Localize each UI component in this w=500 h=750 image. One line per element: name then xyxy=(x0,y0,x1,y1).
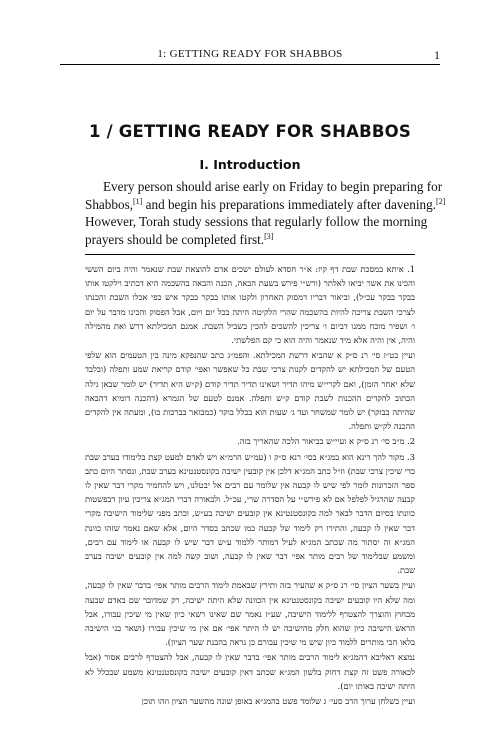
intro-line: Every person should arise early on Friday to begin preparing for xyxy=(103,179,443,194)
footnote-ref-2[interactable]: [2] xyxy=(436,196,446,206)
intro-line xyxy=(85,196,446,214)
footnote-paragraph: ועיין בשלחן ערוך הרב סעי׳ ג שלומד פשט בהמג״א באופן שונה מהשער הציון וזהו תוכן xyxy=(141,696,415,707)
running-title: 1: GETTING READY FOR SHABBOS xyxy=(157,48,343,60)
footnote-paragraph: 1. איתא במסכת שבת דף קיז: א״ר חסדא לעולם ישכים אדם להוצאת שבת שנאמר והיה ביום הששי והכינו את אשר יביאו לאלתר (ורש״י פירש בשעת הבאה, הכנה והבאה בהשכמה היא דכתיב וילקטו אותו בבקר בבקר עכ״ל), וביאור דבריו דמסוק האחרון ולקטו אותו בבקר בבקר איש כפי אכלו השבת והכנתו לצרכי השבת צריכה להיות בהשכמה שהרי הלקיטה היתה בכל יום ויום, אבל הפסוק והכינו מדבר על יום ו׳ ושפיר מוכח ממנו דביום ו׳ צריכין להשכים להכין בשביל השבת. אמנם המכילתא דרש ואת מהמילה והיה, אין והיה אלא מיד שנאמר והיה הוא כי קם הפלשתי. xyxy=(85,264,415,346)
footnotes-section xyxy=(85,262,415,708)
intro-text: and begin his preparations immediately after davening. xyxy=(142,196,437,212)
footnote-paragraph: ועיין בט״ז סי׳ רנ ס״ק א שהביא דרשת המכילתא. והפמ״ג כתב שהנפקא מינה בין הטעמים הוא שלפי הטעם של המכילתא יש להקדים לקנות צרכי שבת כל שאפשר ואפי׳ קודם קריאת שמע ותפלה (ובלבד שלא יאחר הזמן), ואם לקרי״ש מיהו תדיר ושאינו תדיר תדיר קודם (ק״ש היא תדיר) יש לומר שבאן גילה הכתוב להקדים ההכנות לשבת קודם ק״ש ותפלה. אמנם לטעם של הגמרא (דהכנה דומיא דהבאה שהיתה בבוקר) יש לומר שמשחר ועד ג׳ שעות הוא בכלל בוקר (כמבואר בברכות כו), ומעתה אין להקדים ההכנה לק״ש ותפלה. xyxy=(85,350,415,432)
introduction-paragraph xyxy=(85,178,446,248)
footnote-ref-1[interactable]: [1] xyxy=(133,196,143,206)
footnote-paragraph: 2. מ״ב סי׳ רנ ס״ק א ועיי״ש בביאור הלכה שהאריך בזה. xyxy=(237,436,415,447)
footnote-paragraph: ועיין בשער הציון סי׳ רנ ס״ק א שהעיר בזה ותירץ שבאמת לימוד הרבים מותר אפי׳ בדבר שאין לו קבעה, ומה שלא היו קובעים ישיבה בקונסטנטינא אין הכוונה שלא היתה ישיבה, רק שמדובר שם באדם שבעה מבחוץ והוצרך להצטרף ללימוד הישיבה, שע״ז נאמר שם שאינו רשאי כיון שאין מי שיכין עבורו, אבל הראש הישיבה כיון שהוא חלק מהישיבה יש לו היתר אפי׳ אם אין מי שיכין עבורו (ושאר בני הישיבה בלאו הכי מותרים ללמוד כיון שיש מי שיכין עבורם כן נראה בהבנת שער הציון). xyxy=(85,580,415,648)
page-number: 1 xyxy=(434,48,440,62)
footnote-ref-3[interactable]: [3] xyxy=(264,231,274,241)
chapter-title: 1 / GETTING READY FOR SHABBOS xyxy=(89,122,411,141)
running-header xyxy=(60,48,440,65)
section-heading: I. Introduction xyxy=(199,157,301,172)
footnote-divider xyxy=(85,254,415,255)
intro-line: However, Torah study sessions that regularly follow the morning xyxy=(85,214,428,229)
intro-text: Shabbos, xyxy=(85,196,133,212)
intro-text: prayers should be completed first. xyxy=(85,231,265,247)
intro-line xyxy=(85,231,415,249)
footnote-paragraph: נמצא דאליבא דהמג״א לימוד הרבים מותר אפי׳ בדבר שאין לו קבעה, אבל להצטרף לרבים אסור (אבל לכאורה פשט זה קצת דחוק בלשון המג״א שכתב דאין קובעים ישיבה בקונסטנטינא משמע שבכלל לא היתה ישיבה באותו יום). xyxy=(85,652,415,691)
footnote-paragraph: 3. מקור להך דינא הוא במג״א בסי׳ רנא ס״ק ו (עמ״ש הרמ״א ויש לאדם למעט קצת בלימודו בערב שבת כדי שיכין צרכי שבת) וז״ל כתב המג״א דלכן אין קובעין ישיבה בקונסטנטינא בערב שבת, ונסתר היום כתב ספר הזכרונות לומר לפי שיש לו קבעה אין שלומר עם רבים אל יבטלנו, ויש להחמיר מקרי דבר שאין לו קבעה שהרגיל לפלפל אם לא פירש״י על הסדרה שרי, עכ״ל. ולבאורה דברי המג״א צריכין עיון דבפשטות כוונתו בסיום הדבר לבאר למה בקונסטנטינא אין קובעים ישיבה בע״ש, וכתב מפני שלימוד הישיבה מקרי דבר שאין לו קבעה, והתירו רק לימוד של קבעה כמו שכתב בסדר היום, אלא שאם נאמר שזהו כוונת המג״א זה יסתור מה שכתב המג״א לעיל דמותר ללמוד ע״ש דבר שיש לו קבעה או לימוד עם רבים, ומשמע שבלימוד של רבים מותר אפי׳ דבר שאין לו קבעה, ושוב קשה למה אין קובעים ישיבה בערב שבת. xyxy=(85,451,415,576)
